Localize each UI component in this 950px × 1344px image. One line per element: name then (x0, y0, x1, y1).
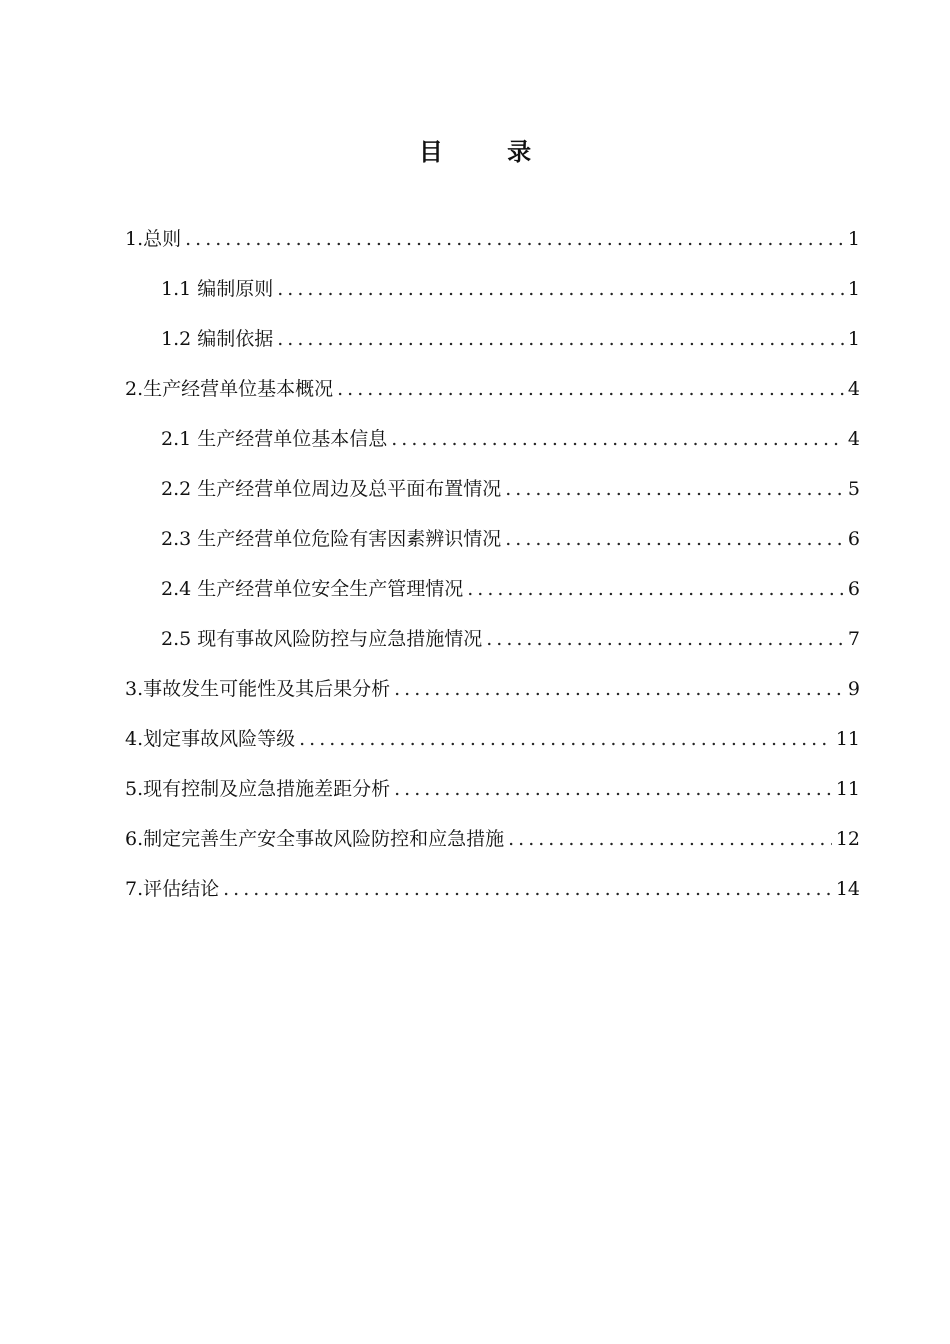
toc-page-number: 6 (847, 578, 860, 600)
toc-dot-leader (508, 826, 832, 858)
toc-entry-7[interactable] (125, 858, 860, 908)
toc-entry-text: 7.评估结论 (125, 878, 220, 900)
toc-dot-leader (505, 526, 844, 558)
toc-entry-text: 4.划定事故风险等级 (125, 728, 296, 750)
toc-page-number: 5 (847, 478, 860, 500)
toc-page-number: 6 (847, 528, 860, 550)
toc-page-number: 1 (847, 328, 860, 350)
toc-dot-leader (467, 576, 844, 608)
toc-page-number: 11 (835, 778, 860, 800)
toc-entry-2-2[interactable] (125, 458, 860, 508)
toc-dot-leader (394, 776, 832, 808)
toc-entry-2-3[interactable] (125, 508, 860, 558)
toc-entry-text: 2.生产经营单位基本概况 (125, 378, 334, 400)
toc-entry-text: 1.1 编制原则 (161, 278, 274, 300)
toc-dot-leader (299, 726, 832, 758)
toc-dot-leader (337, 376, 844, 408)
toc-page-number: 1 (847, 278, 860, 300)
toc-page-number: 11 (835, 728, 860, 750)
toc-entry-5[interactable] (125, 758, 860, 808)
toc-entry-text: 2.4 生产经营单位安全生产管理情况 (161, 578, 464, 600)
toc-entry-2-5[interactable] (125, 608, 860, 658)
toc-entry-6[interactable] (125, 808, 860, 858)
toc-entry-3[interactable] (125, 658, 860, 708)
toc-dot-leader (185, 226, 844, 258)
toc-dot-leader (505, 476, 844, 508)
toc-title: 目 录 (418, 138, 560, 166)
toc-page-number: 1 (847, 228, 860, 250)
toc-entry-text: 1.总则 (125, 228, 182, 250)
toc-entry-text: 2.2 生产经营单位周边及总平面布置情况 (161, 478, 502, 500)
toc-entry-1-1[interactable] (125, 258, 860, 308)
table-of-contents (125, 208, 860, 908)
toc-entry-text: 2.3 生产经营单位危险有害因素辨识情况 (161, 528, 502, 550)
toc-page-number: 4 (847, 378, 860, 400)
toc-entry-text: 2.5 现有事故风险防控与应急措施情况 (161, 628, 483, 650)
toc-entry-1-2[interactable] (125, 308, 860, 358)
toc-dot-leader (223, 876, 832, 908)
toc-entry-1[interactable] (125, 208, 860, 258)
toc-entry-4[interactable] (125, 708, 860, 758)
toc-entry-text: 3.事故发生可能性及其后果分析 (125, 678, 391, 700)
toc-entry-text: 5.现有控制及应急措施差距分析 (125, 778, 391, 800)
toc-page-number: 7 (847, 628, 860, 650)
toc-page-number: 4 (847, 428, 860, 450)
toc-entry-2-4[interactable] (125, 558, 860, 608)
toc-page-number: 14 (835, 878, 860, 900)
toc-entry-text: 6.制定完善生产安全事故风险防控和应急措施 (125, 828, 505, 850)
toc-page-number: 9 (847, 678, 860, 700)
toc-dot-leader (391, 426, 844, 458)
toc-entry-text: 2.1 生产经营单位基本信息 (161, 428, 388, 450)
toc-dot-leader (394, 676, 844, 708)
toc-dot-leader (277, 326, 844, 358)
toc-entry-2[interactable] (125, 358, 860, 408)
toc-entry-text: 1.2 编制依据 (161, 328, 274, 350)
toc-dot-leader (486, 626, 844, 658)
toc-entry-2-1[interactable] (125, 408, 860, 458)
toc-page-number: 12 (835, 828, 860, 850)
toc-dot-leader (277, 276, 844, 308)
